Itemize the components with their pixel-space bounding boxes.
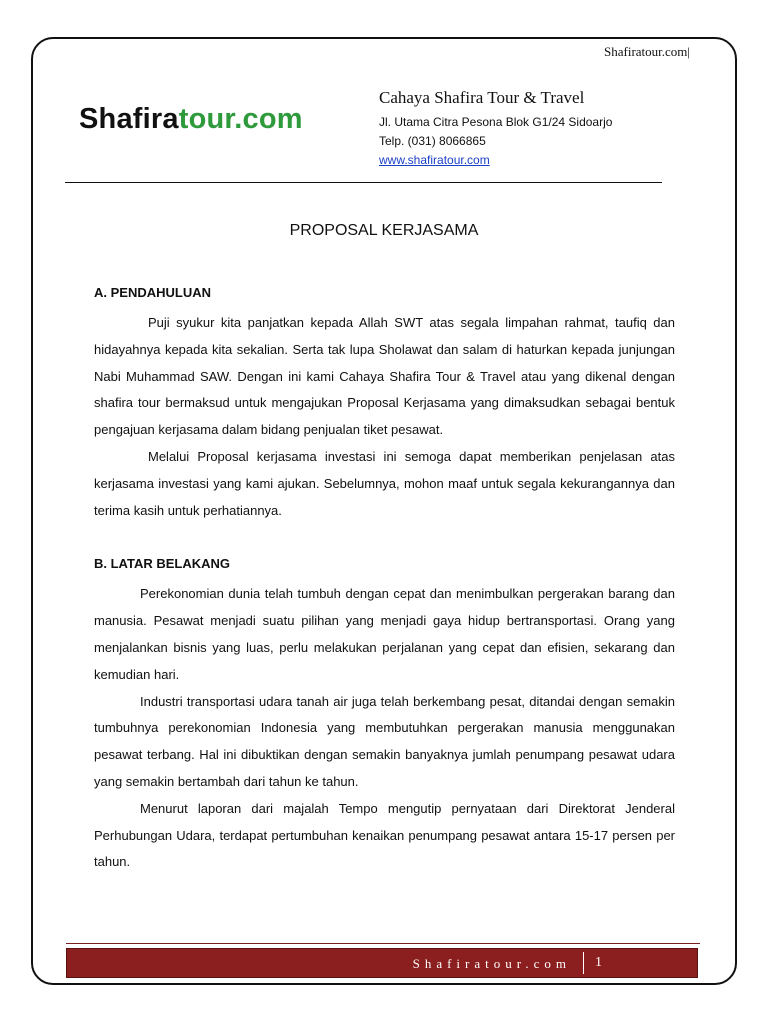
logo-text-tour: tour.com: [178, 103, 303, 135]
document-body: [94, 283, 675, 876]
section-a-paragraph: Puji syukur kita panjatkan kepada Allah SWT atas segala limpahan rahmat, taufiq dan hidayahnya kepada kita sekalian. Serta tak lupa Sholawat dan salam di haturkan kepada junjungan Nabi Muhammad SAW. Dengan ini kami Cahaya Shafira Tour & Travel atau yang dikenal dengan shafira tour bermaksud untuk mengajukan Proposal Kerjasama yang dimaksudkan sebagai bentuk pengajuan kerjasama dalam bidang penjualan tiket pesawat.: [94, 315, 675, 438]
section-a-heading: A. PENDAHULUAN: [94, 285, 211, 300]
header-divider: [65, 182, 662, 183]
section-b-paragraph: Perekonomian dunia telah tumbuh dengan cepat dan menimbulkan pergerakan barang dan manusia. Pesawat menjadi suatu pilihan yang menjadi gaya hidup bertransportasi. Orang yang menjalankan bisnis yang luas, perlu melakukan perjalanan yang cepat dan efisien, sekarang dan kemudian hari.: [94, 586, 675, 682]
company-phone: Telp. (031) 8066865: [379, 134, 486, 148]
company-address: Jl. Utama Citra Pesona Blok G1/24 Sidoarjo: [379, 115, 613, 129]
section-b-heading: B. LATAR BELAKANG: [94, 556, 231, 572]
section-b-paragraph: Menurut laporan dari majalah Tempo mengutip pernyataan dari Direktorat Jenderal Perhubungan Udara, terdapat pertumbuhan kenaikan penumpang pesawat antara 15-17 persen per tahun.: [94, 800, 675, 870]
document-title: PROPOSAL KERJASAMA: [289, 222, 479, 239]
page-number: 1: [595, 955, 602, 970]
company-website-link[interactable]: www.shafiratour.com: [379, 153, 490, 167]
footer-rule: [66, 943, 700, 944]
company-info: [379, 88, 612, 170]
section-a-paragraph: Melalui Proposal kerjasama investasi ini semoga dapat memberikan penjelasan atas kerjasama investasi yang kami ajukan. Sebelumnya, mohon maaf untuk segala kekurangannya dan terima kasih untuk perhatiannya.: [94, 448, 675, 518]
footer-divider: [583, 952, 584, 974]
logo-text-shafira: Shafira: [79, 103, 179, 135]
footer-site-name: Shafiratour.com: [412, 956, 571, 971]
section-b-paragraph: Industri transportasi udara tanah air juga telah berkembang pesat, ditandai dengan semakin tumbuhnya perekonomian Indonesia yang membutuhkan pergerakan manusia menggunakan pesawat terbang. Hal ini dibuktikan dengan semakin banyaknya jumlah penumpang pesawat udara yang semakin bertambah dari tahun ke tahun.: [94, 693, 675, 789]
footer-bar: [66, 948, 698, 978]
company-name: Cahaya Shafira Tour & Travel: [379, 88, 585, 107]
shafiratour-logo: [79, 103, 303, 136]
header-top-url: Shafiratour.com|: [604, 44, 690, 59]
